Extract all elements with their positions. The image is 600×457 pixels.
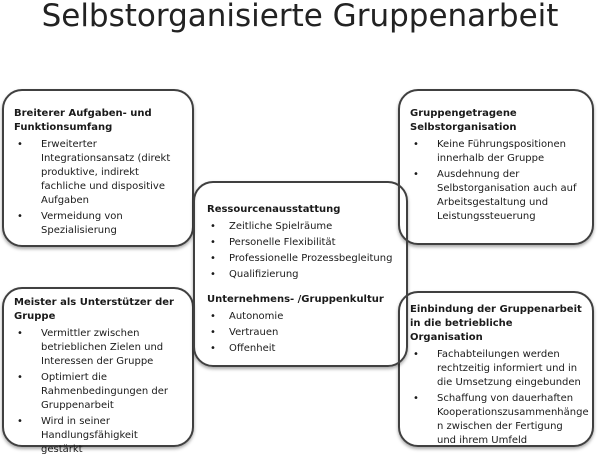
box-selbstorganisation [398, 89, 594, 245]
list-item: • Professionelle Prozessbegleitung [207, 252, 398, 266]
list-item: • Personelle Flexibilität [207, 236, 398, 250]
bullet-list [207, 310, 398, 356]
section-title-ressourcen: Ressourcenausstattung [207, 204, 341, 215]
list-item: • Erweiterter Integrationsansatz (direkt produktive, indirekt fachliche und dispositive Aufgaben [14, 138, 182, 208]
list-item: • Ausdehnung der Selbstorganisation auch auf Arbeitsgestaltung und Leistungssteuerung [410, 168, 582, 224]
bullet-list [410, 138, 582, 224]
list-item: • Vermittler zwischen betrieblichen Zielen und Interessen der Gruppe [14, 327, 182, 369]
box-aufgabenumfang [2, 89, 194, 247]
box-einbindung [398, 291, 594, 447]
list-item: • Vertrauen [207, 326, 398, 340]
list-item: • Qualifizierung [207, 268, 398, 282]
box-title: Gruppengetragene Selbstorganisation [410, 108, 517, 133]
bullet-list [14, 138, 182, 238]
box-ressourcen-kultur [193, 181, 408, 367]
box-title: Meister als Unterstützer der Gruppe [14, 297, 174, 322]
list-item: • Fachabteilungen werden rechtzeitig informiert und in die Umsetzung eingebunden [410, 348, 582, 390]
bullet-list [410, 348, 589, 448]
box-meister [2, 287, 194, 455]
list-item: • Zeitliche Spielräume [207, 220, 398, 234]
list-item: • Schaffung von dauerhaften Kooperationszusammenhänge n zwischen der Fertigung und ihrem Umfeld [410, 392, 582, 448]
box-title: Breiterer Aufgaben- und Funktionsumfang [14, 108, 152, 133]
bullet-list [207, 220, 398, 282]
list-item: • Optimiert die Rahmenbedingungen der Gruppenarbeit [14, 371, 182, 413]
list-item: • Autonomie [207, 310, 398, 324]
list-item: • Keine Führungspositionen innerhalb der Gruppe [410, 138, 582, 166]
list-item: • Wird in seiner Handlungsfähigkeit gestärkt [14, 415, 182, 457]
list-item: • Vermeidung von Spezialisierung [14, 210, 182, 238]
box-title: Einbindung der Gruppenarbeit in die betriebliche Organisation [410, 304, 582, 343]
section-title-kultur: Unternehmens- /Gruppenkultur [207, 294, 384, 305]
list-item: • Offenheit [207, 342, 398, 356]
bullet-list [14, 327, 182, 457]
page-title: Selbstorganisierte Gruppenarbeit [41, 0, 559, 34]
